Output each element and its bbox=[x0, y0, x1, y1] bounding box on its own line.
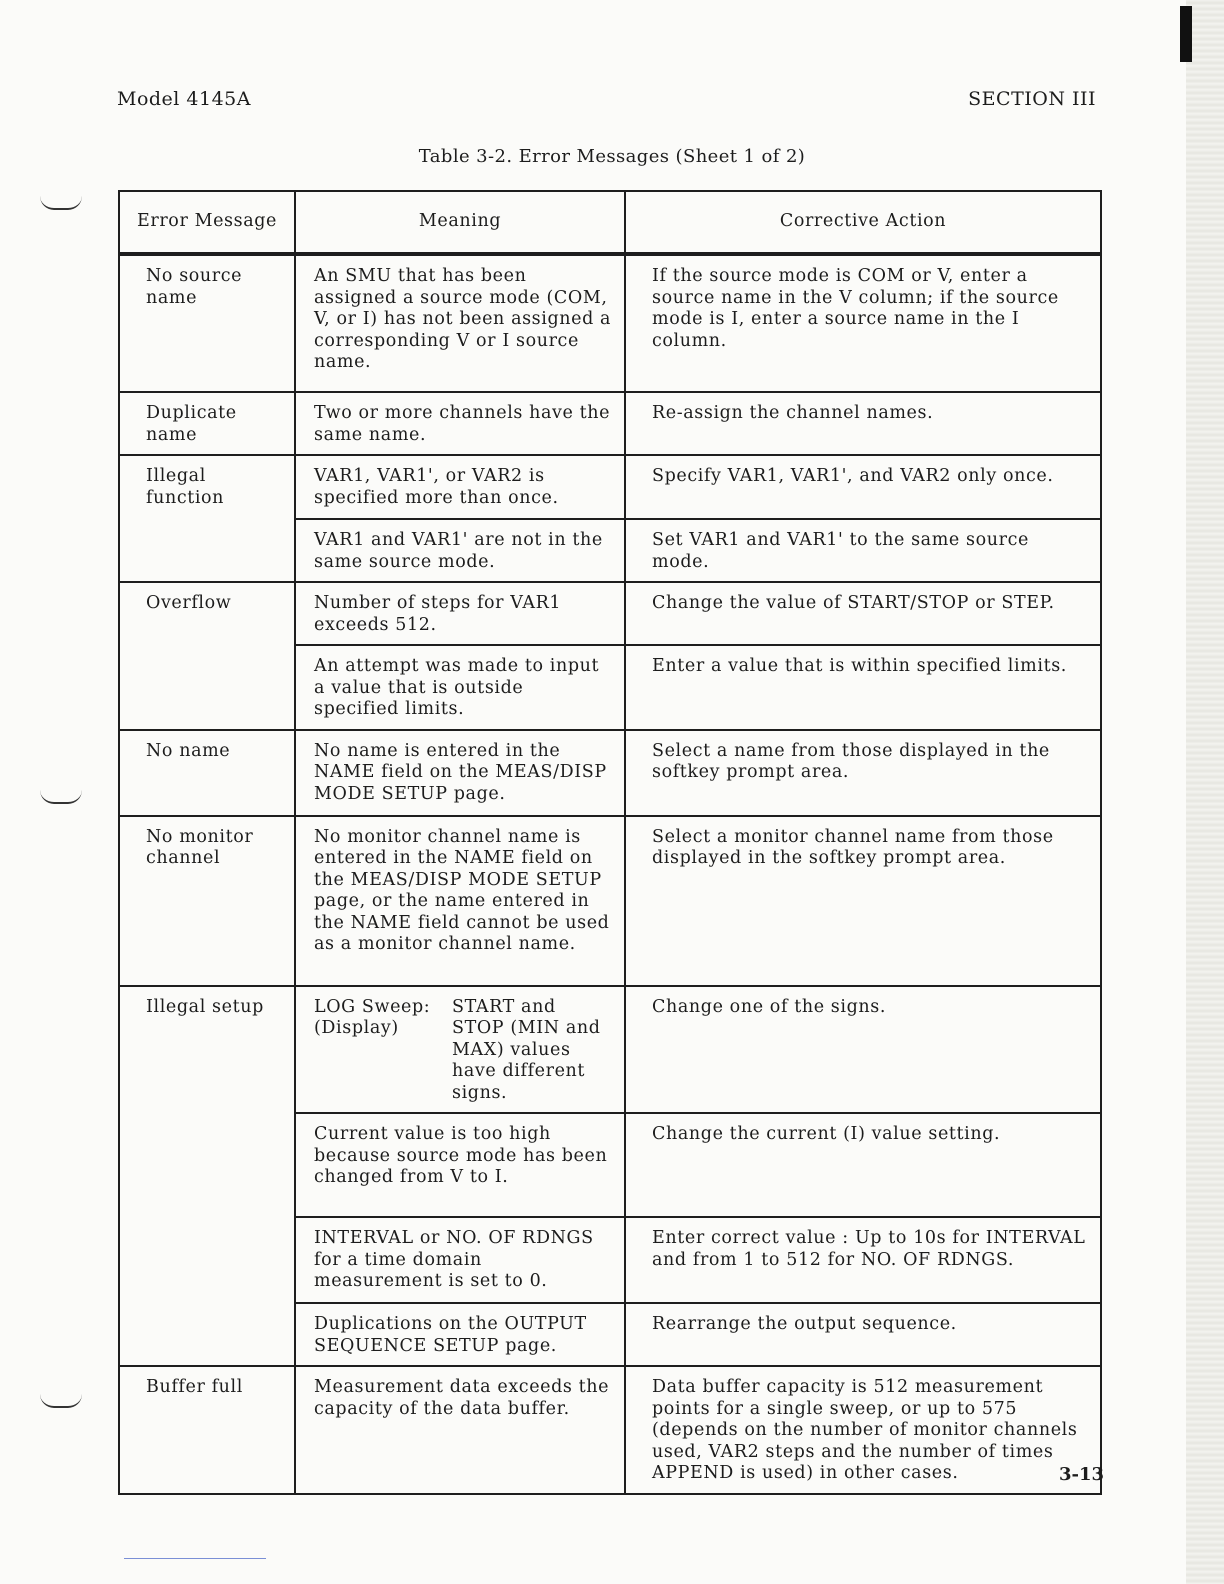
action-cell: Data buffer capacity is 512 measurement points for a single sweep, or up to 575 (depends on the number of monitor channels used, VAR2 steps and the number of times APPEND is used) in other cases. bbox=[625, 1366, 1101, 1494]
meaning-cell: No name is entered in the NAME field on the MEAS/DISP MODE SETUP page. bbox=[295, 730, 625, 816]
page-number: 3-13 bbox=[1058, 1464, 1104, 1485]
scan-edge bbox=[1186, 0, 1224, 1584]
table-header-row bbox=[119, 191, 1101, 254]
model-header: Model 4145A bbox=[117, 88, 251, 110]
meaning-cell: Duplications on the OUTPUT SEQUENCE SETUP page. bbox=[295, 1303, 625, 1366]
table-row bbox=[119, 254, 1101, 392]
error-message-cell: Illegal function bbox=[119, 455, 295, 582]
scan-mark bbox=[1180, 6, 1192, 62]
log-sweep-text: START and STOP (MIN and MAX) values have different signs. bbox=[452, 996, 601, 1103]
section-header: SECTION III bbox=[968, 88, 1096, 110]
meaning-cell: An attempt was made to input a value that is outside specified limits. bbox=[295, 645, 625, 730]
action-cell: If the source mode is COM or V, enter a source name in the V column; if the source mode is I, enter a source name in the I column. bbox=[625, 254, 1101, 392]
error-message-cell: Overflow bbox=[119, 582, 295, 730]
action-cell: Rearrange the output sequence. bbox=[625, 1303, 1101, 1366]
error-message-cell: Duplicate name bbox=[119, 392, 295, 455]
meaning-cell bbox=[295, 986, 625, 1114]
action-cell: Re-assign the channel names. bbox=[625, 392, 1101, 455]
table-row bbox=[119, 455, 1101, 519]
meaning-cell: Number of steps for VAR1 exceeds 512. bbox=[295, 582, 625, 645]
meaning-cell: Current value is too high because source mode has been changed from V to I. bbox=[295, 1113, 625, 1217]
error-message-cell: No source name bbox=[119, 254, 295, 392]
table-caption: Table 3-2. Error Messages (Sheet 1 of 2) bbox=[418, 146, 806, 167]
table-row bbox=[119, 986, 1101, 1114]
table-row bbox=[119, 582, 1101, 645]
meaning-cell: No monitor channel name is entered in the NAME field on the MEAS/DISP MODE SETUP page, or the name entered in the NAME field cannot be used as a monitor channel name. bbox=[295, 816, 625, 986]
binder-mark bbox=[40, 196, 82, 210]
error-messages-table bbox=[118, 190, 1102, 1495]
meaning-cell: VAR1, VAR1', or VAR2 is specified more than once. bbox=[295, 455, 625, 519]
table-row bbox=[119, 1366, 1101, 1494]
table-row bbox=[119, 392, 1101, 455]
action-cell: Change the current (I) value setting. bbox=[625, 1113, 1101, 1217]
action-cell: Set VAR1 and VAR1' to the same source mode. bbox=[625, 519, 1101, 582]
meaning-cell: INTERVAL or NO. OF RDNGS for a time domain measurement is set to 0. bbox=[295, 1217, 625, 1303]
meaning-cell: Two or more channels have the same name. bbox=[295, 392, 625, 455]
action-cell: Enter correct value : Up to 10s for INTERVAL and from 1 to 512 for NO. OF RDNGS. bbox=[625, 1217, 1101, 1303]
error-message-cell: No name bbox=[119, 730, 295, 816]
binder-mark bbox=[40, 790, 82, 804]
action-cell: Change one of the signs. bbox=[625, 986, 1101, 1114]
column-header-corrective-action: Corrective Action bbox=[625, 191, 1101, 254]
table-row bbox=[119, 816, 1101, 986]
log-sweep-label: LOG Sweep: (Display) bbox=[314, 996, 431, 1038]
action-cell: Change the value of START/STOP or STEP. bbox=[625, 582, 1101, 645]
table-row bbox=[119, 730, 1101, 816]
binder-mark bbox=[40, 1394, 82, 1408]
error-message-cell: No monitor channel bbox=[119, 816, 295, 986]
column-header-meaning: Meaning bbox=[295, 191, 625, 254]
error-message-cell: Buffer full bbox=[119, 1366, 295, 1494]
meaning-cell: An SMU that has been assigned a source mode (COM, V, or I) has not been assigned a corresponding V or I source name. bbox=[295, 254, 625, 392]
action-cell: Specify VAR1, VAR1', and VAR2 only once. bbox=[625, 455, 1101, 519]
column-header-error-message: Error Message bbox=[119, 191, 295, 254]
action-cell: Enter a value that is within specified limits. bbox=[625, 645, 1101, 730]
meaning-cell: VAR1 and VAR1' are not in the same source mode. bbox=[295, 519, 625, 582]
meaning-cell: Measurement data exceeds the capacity of the data buffer. bbox=[295, 1366, 625, 1494]
action-cell: Select a monitor channel name from those displayed in the softkey prompt area. bbox=[625, 816, 1101, 986]
action-cell: Select a name from those displayed in the softkey prompt area. bbox=[625, 730, 1101, 816]
scan-line bbox=[124, 1558, 266, 1559]
error-message-cell: Illegal setup bbox=[119, 986, 295, 1367]
